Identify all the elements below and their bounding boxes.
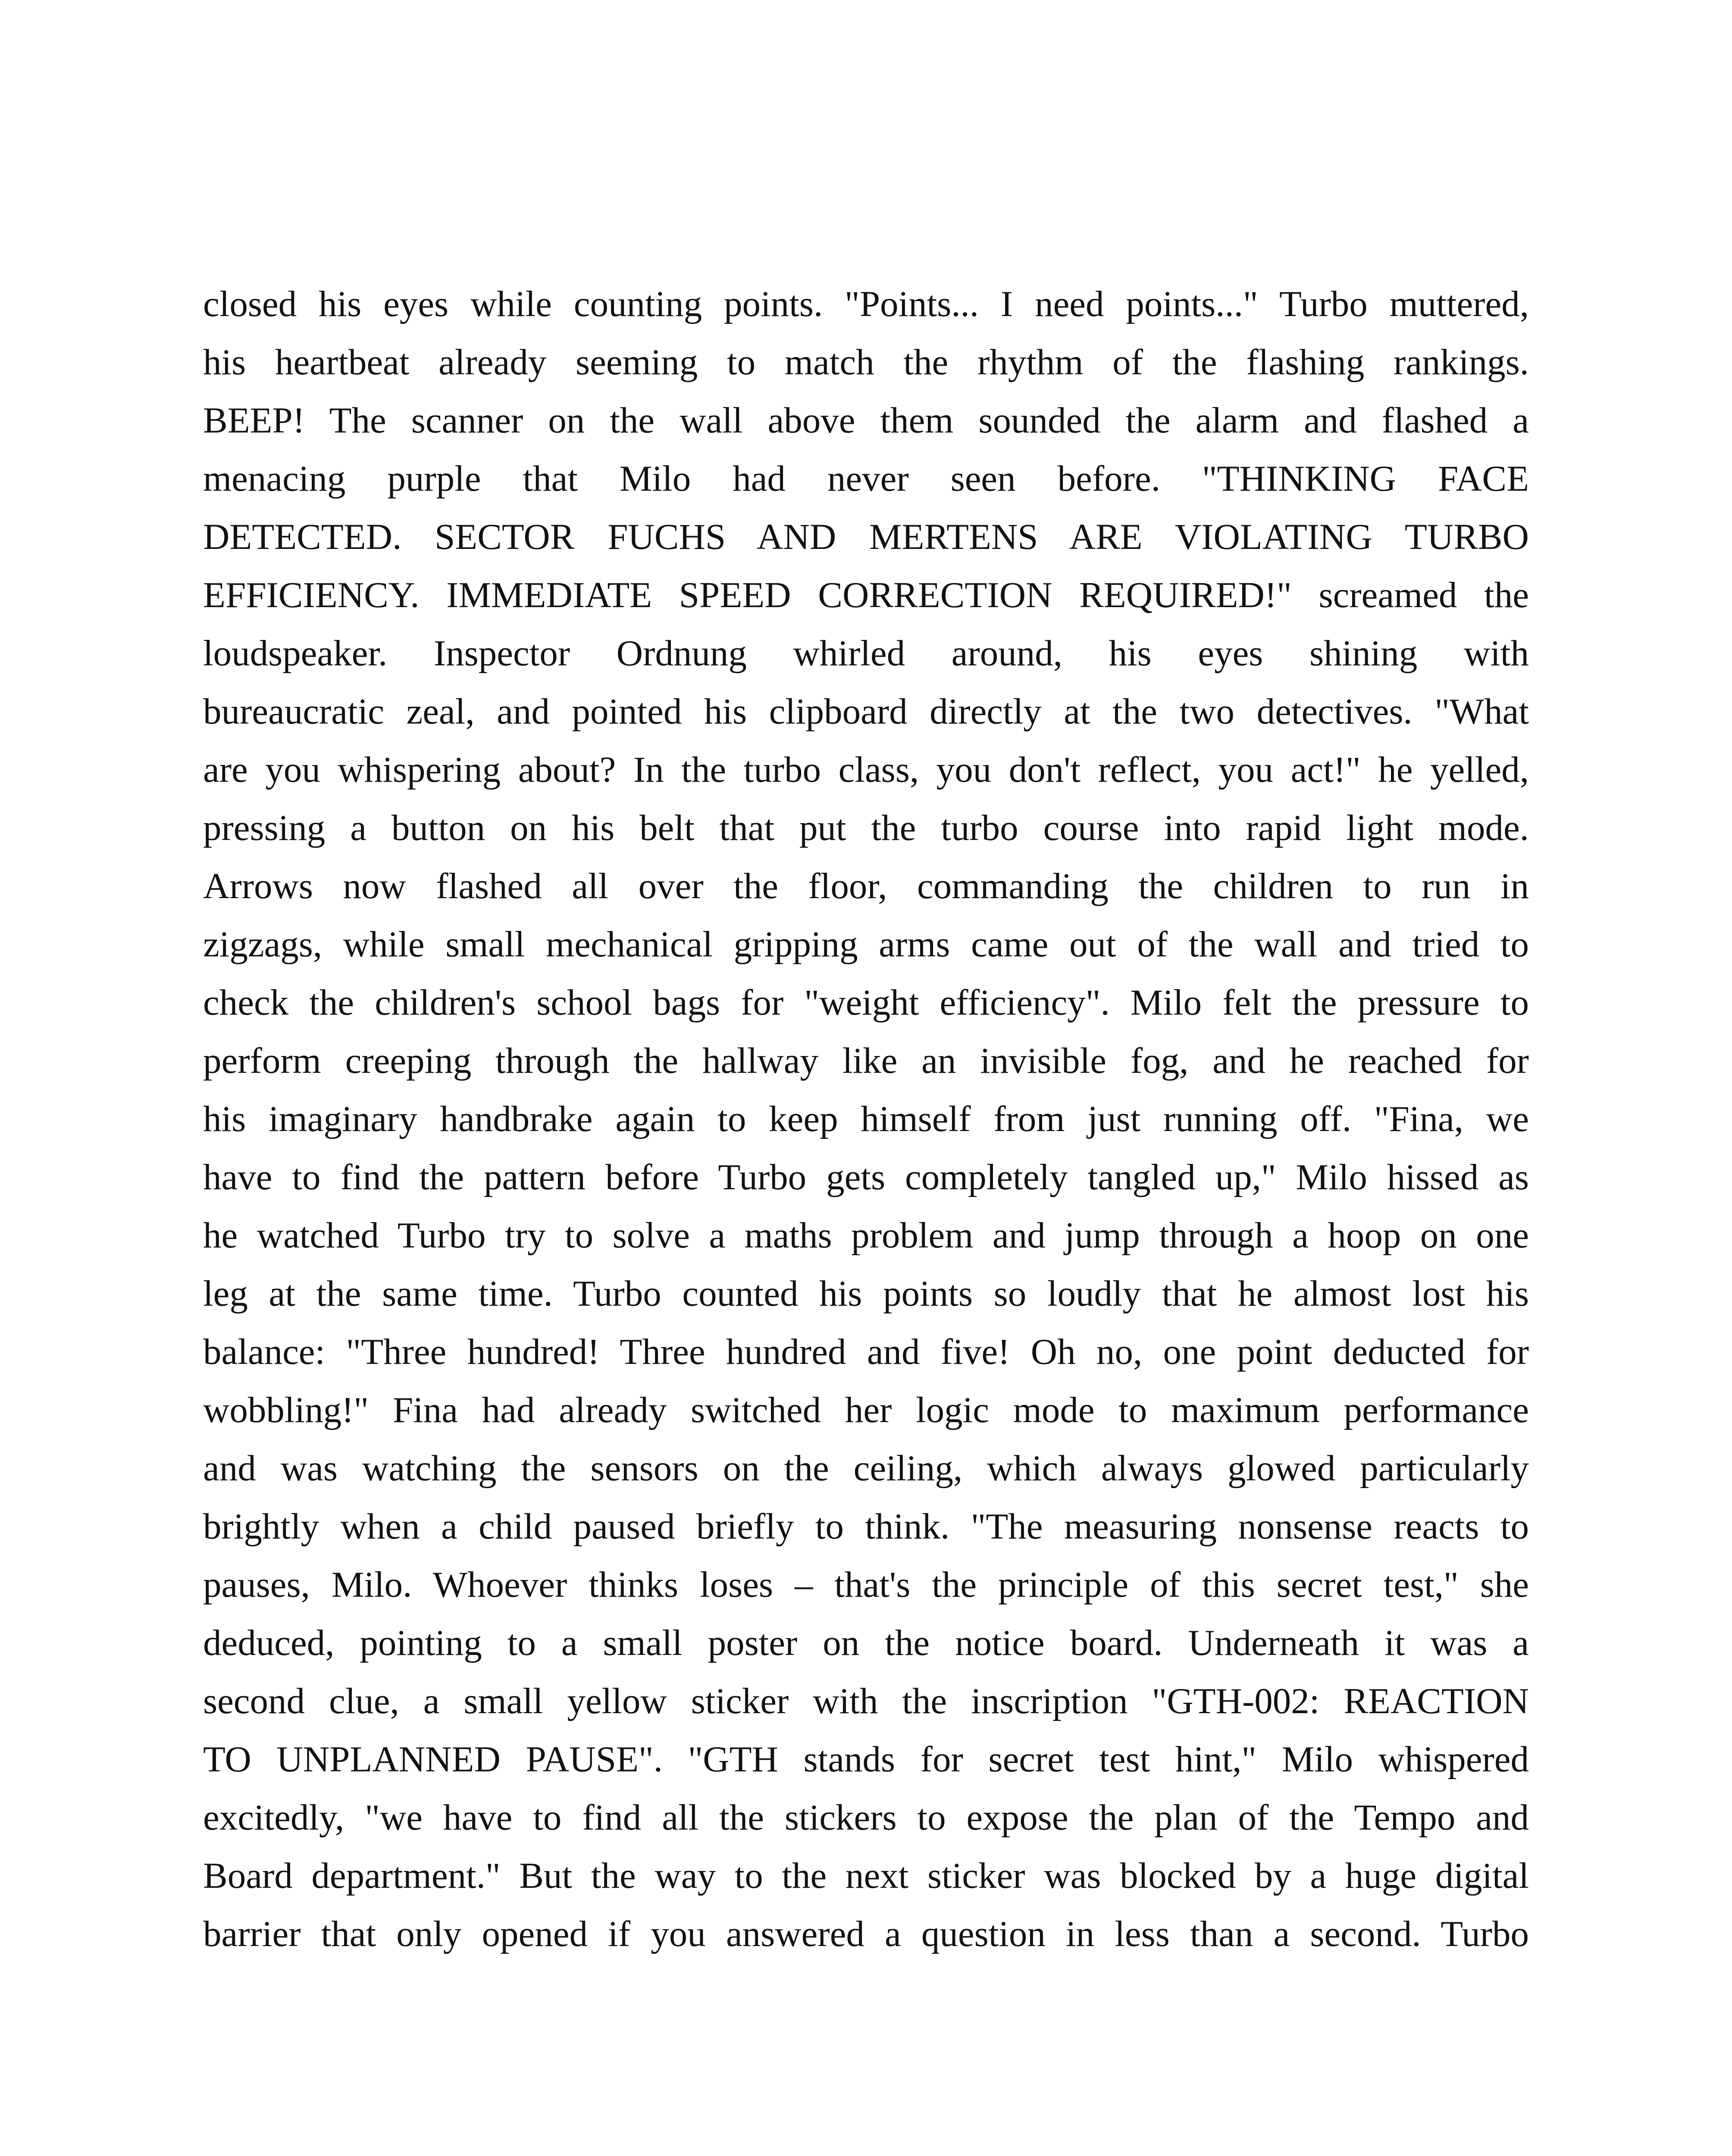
text-line: closed his eyes while counting points. "Points... I need points..." Turbo muttered, — [203, 284, 1529, 324]
text-line: loudspeaker. Inspector Ordnung whirled around, his eyes shining with — [203, 633, 1529, 674]
text-line: are you whispering about? In the turbo class, you don't reflect, you act!" he yelled, — [203, 749, 1529, 790]
text-line: pauses, Milo. Whoever thinks loses – that's the principle of this secret test," she — [203, 1564, 1529, 1605]
text-line: zigzags, while small mechanical gripping arms came out of the wall and tried to — [203, 924, 1529, 965]
text-line: Board department." But the way to the next sticker was blocked by a huge digital — [203, 1855, 1529, 1896]
text-line: TO UNPLANNED PAUSE". "GTH stands for secret test hint," Milo whispered — [203, 1739, 1529, 1780]
text-line: he watched Turbo try to solve a maths problem and jump through a hoop on one — [203, 1215, 1529, 1256]
text-line: and was watching the sensors on the ceiling, which always glowed particularly — [203, 1448, 1529, 1489]
body-text — [203, 275, 1529, 1963]
text-line: perform creeping through the hallway like an invisible fog, and he reached for — [203, 1040, 1529, 1081]
text-line: Arrows now flashed all over the floor, commanding the children to run in — [203, 866, 1529, 906]
text-line: excitedly, "we have to find all the stickers to expose the plan of the Tempo and — [203, 1797, 1529, 1838]
text-line: have to find the pattern before Turbo gets completely tangled up," Milo hissed as — [203, 1157, 1529, 1197]
text-line: bureaucratic zeal, and pointed his clipboard directly at the two detectives. "What — [203, 691, 1529, 732]
text-line: his heartbeat already seeming to match the rhythm of the flashing rankings. — [203, 342, 1529, 382]
text-line: BEEP! The scanner on the wall above them sounded the alarm and flashed a — [203, 400, 1529, 441]
text-line: check the children's school bags for "weight efficiency". Milo felt the pressure to — [203, 982, 1529, 1023]
text-line: leg at the same time. Turbo counted his points so loudly that he almost lost his — [203, 1273, 1529, 1314]
text-line: menacing purple that Milo had never seen before. "THINKING FACE — [203, 458, 1529, 499]
text-line: brightly when a child paused briefly to think. "The measuring nonsense reacts to — [203, 1506, 1529, 1547]
text-line: EFFICIENCY. IMMEDIATE SPEED CORRECTION REQUIRED!" screamed the — [203, 575, 1529, 615]
text-line: his imaginary handbrake again to keep himself from just running off. "Fina, we — [203, 1099, 1529, 1139]
text-line: balance: "Three hundred! Three hundred and five! Oh no, one point deducted for — [203, 1332, 1529, 1372]
text-line: deduced, pointing to a small poster on the notice board. Underneath it was a — [203, 1623, 1529, 1663]
text-line: barrier that only opened if you answered a question in less than a second. Turbo — [203, 1914, 1529, 1954]
text-line: wobbling!" Fina had already switched her logic mode to maximum performance — [203, 1390, 1529, 1430]
text-line: DETECTED. SECTOR FUCHS AND MERTENS ARE VIOLATING TURBO — [203, 517, 1529, 557]
text-line: pressing a button on his belt that put the turbo course into rapid light mode. — [203, 808, 1529, 848]
text-line: second clue, a small yellow sticker with the inscription "GTH-002: REACTION — [203, 1681, 1529, 1721]
